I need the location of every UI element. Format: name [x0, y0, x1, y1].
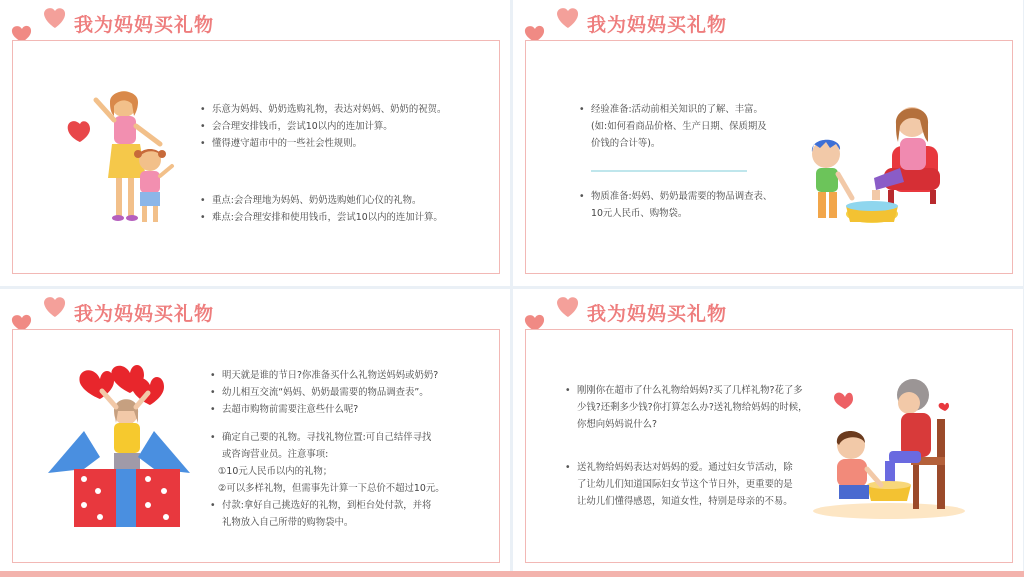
slide-title: 我为妈妈买礼物 [74, 303, 215, 325]
girl-gift-box-illustration [44, 361, 194, 533]
shopping-steps-list [210, 429, 445, 531]
list-item: • 去超市购物前需要注意些什么呢? [210, 401, 438, 418]
child-washing-grandma-feet-illustration [809, 373, 969, 521]
mother-daughter-illustration [62, 86, 182, 232]
list-item: • 送礼物给妈妈表达对妈妈的爱。通过妇女节活动，除 [565, 459, 793, 476]
list-item: 让幼儿们懂得感恩，知道女性，特别是母亲的不易。 [577, 496, 793, 507]
list-item: 你想向妈妈说什么? [577, 419, 657, 430]
list-item: • 物质准备:妈妈、奶奶最需要的物品调查表、 [579, 188, 772, 205]
heart-icon [523, 295, 583, 331]
list-item: ①10元人民币以内的礼物； [218, 466, 333, 477]
goals-list [200, 101, 446, 152]
list-item: • 付款:拿好自己挑选好的礼物，到柜台处付款，并将 [210, 497, 445, 514]
materials-list [579, 188, 772, 222]
list-item: • 重点:会合理地为妈妈、奶奶选购她们心仪的礼物。 [200, 192, 443, 209]
list-item: ②可以多样礼物，但需事先计算一下总价不超过10元。 [218, 483, 445, 494]
divider [591, 170, 747, 172]
key-points-list [200, 192, 443, 226]
slide-title: 我为妈妈买礼物 [74, 14, 215, 36]
list-item: 礼物放入自己所带的购物袋中。 [222, 517, 354, 528]
list-item: 或咨询营业员。注意事项: [222, 449, 329, 460]
boy-washing-mother-feet-illustration [800, 98, 952, 230]
heart-icon [10, 295, 70, 331]
slide-2 [513, 0, 1023, 286]
list-item: • 明天就是谁的节日?你准备买什么礼物送妈妈或奶奶? [210, 367, 438, 384]
list-item: • 乐意为妈妈、奶奶选购礼物，表达对妈妈、奶奶的祝贺。 [200, 101, 446, 118]
slide-3 [0, 289, 510, 575]
list-item: • 确定自己要的礼物。寻找礼物位置:可自己结伴寻找 [210, 429, 445, 446]
heart-icon [523, 6, 583, 42]
list-item: • 懂得遵守超市中的一些社会性规则。 [200, 135, 446, 152]
list-item: • 刚刚你在超市了什么礼物给妈妈?买了几样礼物?花了多 [565, 382, 808, 399]
experience-list [579, 101, 767, 152]
slide-title: 我为妈妈买礼物 [587, 303, 728, 325]
list-item: 10元人民币、购物袋。 [591, 208, 688, 219]
slide-1 [0, 0, 510, 286]
list-item: (如:如何看商品价格、生产日期、保质期及 [591, 121, 767, 132]
reflection-list [565, 382, 808, 433]
list-item: • 难点:会合理安排和使用钱币，尝试10以内的连加计算。 [200, 209, 443, 226]
bottom-bar [0, 571, 1024, 577]
list-item: 少钱?还剩多少钱?你打算怎么办?送礼物给妈妈的时候， [577, 402, 808, 413]
gift-giving-list [565, 459, 793, 510]
list-item: 了让幼儿们知道国际妇女节这个节日外，更重要的是 [577, 479, 793, 490]
list-item: • 会合理安排钱币，尝试10以内的连加计算。 [200, 118, 446, 135]
list-item: • 幼儿相互交流“妈妈、奶奶最需要的物品调查表”。 [210, 384, 438, 401]
list-item: 价钱的合计等)。 [591, 138, 661, 149]
discussion-list [210, 367, 438, 418]
slide-4 [513, 289, 1023, 575]
heart-icon [10, 6, 70, 42]
slide-title: 我为妈妈买礼物 [587, 14, 728, 36]
list-item: • 经验准备:活动前相关知识的了解、丰富。 [579, 101, 767, 118]
